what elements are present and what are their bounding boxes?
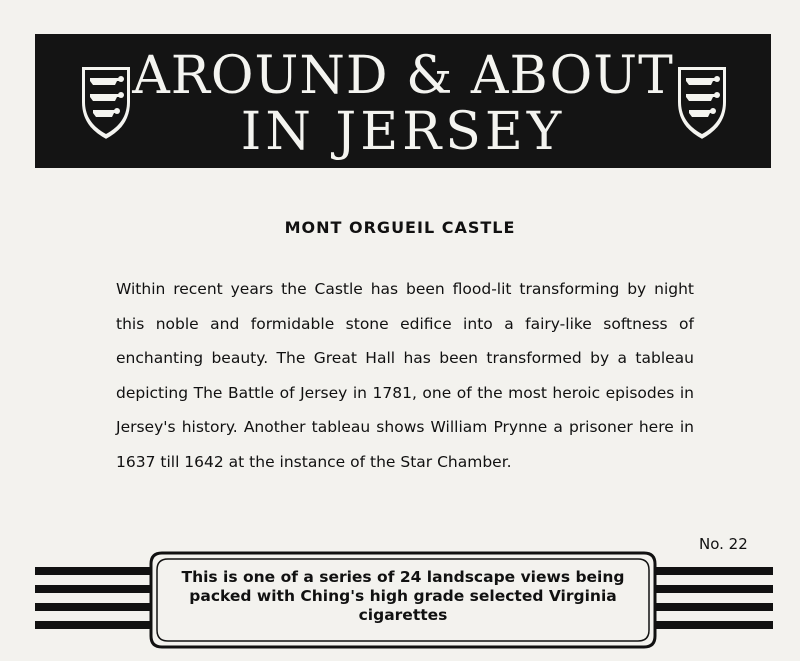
card-heading: MONT ORGUEIL CASTLE: [284, 218, 516, 237]
jersey-crest-icon: [673, 62, 731, 142]
banner-title-line2: IN JERSEY: [240, 102, 566, 162]
left-stripes: [35, 567, 160, 637]
footer-frame: [148, 550, 658, 650]
title-banner: [35, 34, 771, 168]
banner-title-line1: AROUND & ABOUT: [132, 46, 674, 106]
right-stripes: [655, 567, 773, 637]
footer-note: This is one of a series of 24 landscape views being packed with Ching's high grade selected Virginia cigarettes: [181, 568, 625, 624]
card-number: No. 22: [699, 535, 748, 553]
card-description: Within recent years the Castle has been flood-lit transforming by night this noble and formidable stone edifice into a fairy-like softness of enchanting beauty. The Great Hall has been transformed by a tableau depicting The Battle of Jersey in 1781, one of the most heroic episodes in Jersey's history. Another tableau shows William Prynne a prisoner here in 1637 till 1642 at the instance of the Star Chamber.: [116, 280, 694, 471]
